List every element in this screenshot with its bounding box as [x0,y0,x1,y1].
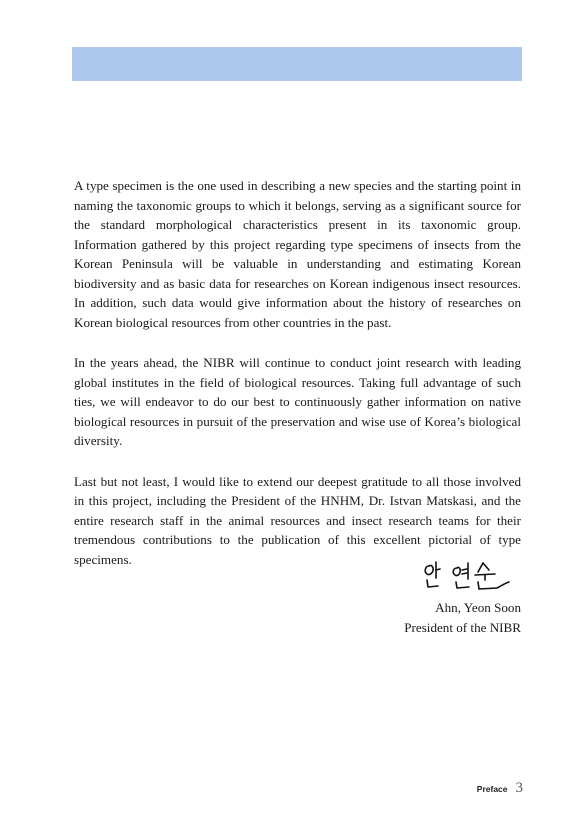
signatory-title: President of the NIBR [404,619,521,635]
paragraph-2: In the years ahead, the NIBR will continue to conduct joint research with leading global institutes in the field of biological resources. Taking full advantage of such ties, we will endeavor to do our best to continuously gather information on native biological resources in pursuit of the preservation and wise use of Korea’s biological diversity. [74,355,521,448]
signature-block [321,556,521,637]
page-footer [477,780,523,797]
preface-body [74,176,521,590]
header-color-bar [72,47,522,81]
page-number: 3 [515,780,523,796]
paragraph-1: A type specimen is the one used in describing a new species and the starting point in naming the taxonomic groups to which it belongs, serving as a significant source for the standard morphological characteristics present in its taxonomic group. Information gathered by this project regarding type specimens of insects from the Korean Peninsula will be valuable in understanding and estimating Korean biodiversity and as basic data for researches on Korean indigenous insect resources. In addition, such data would give information about the history of researches on Korean biological resources from other countries in the past. [74,178,521,330]
paragraph-3: Last but not least, I would like to extend our deepest gratitude to all those involved in this project, including the President of the HNHM, Dr. Istvan Matskasi, and the entire research staff in the animal resources and insect research teams for their tremendous contributions to the publication of this excellent pictorial of type specimens. [74,473,521,567]
section-label: Preface [476,784,508,794]
handwritten-signature [421,556,521,596]
signatory-name: Ahn, Yeon Soon [435,600,521,615]
